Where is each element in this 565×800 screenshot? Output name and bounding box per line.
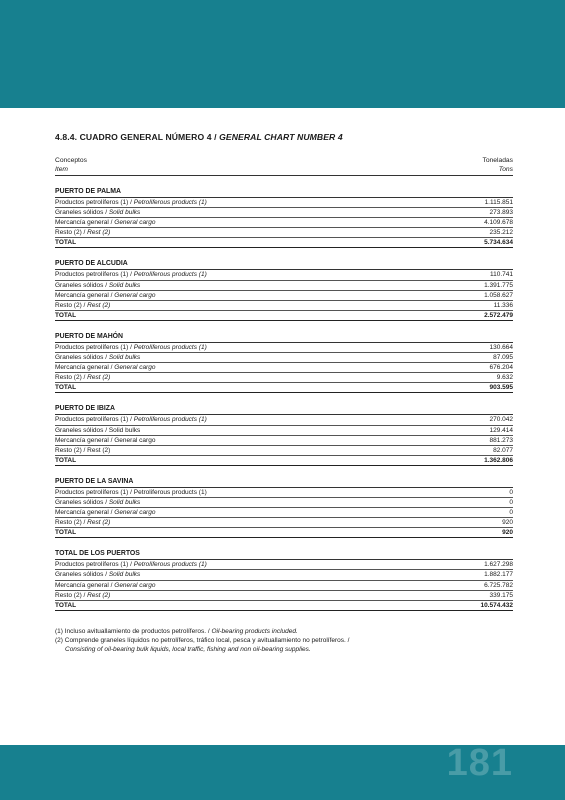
total-label: TOTAL (55, 311, 77, 319)
row-label-en: Rest (2) (87, 519, 111, 527)
table-row (55, 281, 513, 291)
table-row (55, 363, 513, 373)
section-title: PUERTO DE ALCUDIA (55, 259, 513, 270)
row-value: 11.336 (493, 301, 513, 309)
table-header (55, 156, 513, 176)
total-label: TOTAL (55, 239, 77, 247)
row-label-es: Graneles sólidos / (55, 209, 109, 217)
total-label: TOTAL (55, 456, 77, 464)
row-label-es: Productos petrolíferos (1) / (55, 416, 134, 424)
row-value: 1.627.298 (484, 561, 513, 569)
row-label-es: Graneles sólidos / (55, 281, 109, 289)
total-value: 5.734.634 (484, 239, 513, 247)
row-label-en: Solid bulks (108, 354, 141, 362)
footnote-1 (55, 627, 513, 636)
total-row (55, 238, 513, 248)
port-section (55, 477, 513, 538)
row-label-es: Mercancía general / (55, 509, 115, 517)
table-row (55, 415, 513, 425)
total-row (55, 528, 513, 538)
port-section (55, 404, 513, 465)
row-value: 9.632 (496, 374, 513, 382)
total-row (55, 456, 513, 466)
total-row (55, 383, 513, 393)
row-value: 1.391.775 (484, 281, 513, 289)
table-row (55, 436, 513, 446)
section-title: PUERTO DE IBIZA (55, 404, 513, 415)
row-label-es: Resto (2) / (55, 229, 88, 237)
row-label (55, 581, 155, 590)
table-row (55, 498, 513, 508)
row-label (55, 343, 207, 352)
title-es: 4.8.4. CUADRO GENERAL NÚMERO 4 / (55, 132, 220, 142)
row-value: 110.741 (489, 271, 513, 279)
row-label-es: Productos petrolíferos (1) / Petroliferous products (1) (55, 488, 207, 496)
port-section (55, 259, 513, 320)
col-tons-en: Tons (498, 166, 513, 173)
row-label-es: Mercancía general / (55, 364, 115, 372)
row-label-es: Graneles sólidos / Solid bulks (55, 426, 141, 434)
row-value: 920 (502, 519, 513, 527)
row-value: 1.115.851 (484, 199, 513, 206)
row-label-es: Graneles sólidos / (55, 571, 109, 579)
row-label-en: Rest (2) (87, 591, 111, 599)
title-en: GENERAL CHART NUMBER 4 (219, 132, 343, 142)
row-label-es: Productos petrolíferos (1) / (55, 561, 134, 569)
section-title: TOTAL DE LOS PUERTOS (55, 549, 513, 560)
row-label-en: Petroliferous products (1) (133, 199, 207, 206)
row-label (55, 353, 140, 362)
row-label-es: Mercancía general / (55, 219, 115, 227)
total-row (55, 311, 513, 321)
page-number: 181 (446, 742, 513, 784)
col-concept-en: Item (55, 166, 69, 173)
row-label (55, 291, 155, 300)
row-label-es: Resto (2) / (55, 591, 88, 599)
row-label-en: Rest (2) (87, 301, 111, 309)
table-row (55, 198, 513, 208)
row-label-en: Petroliferous products (1) (133, 271, 207, 279)
table-row (55, 218, 513, 228)
row-value: 87.095 (493, 354, 513, 362)
row-label-en: General cargo (114, 219, 156, 227)
row-label (55, 570, 140, 579)
row-label (55, 373, 110, 382)
row-value: 881.273 (489, 436, 513, 444)
footnote-2: (2) Comprende graneles líquidos no petrolíferos, tráfico local, pesca y avituallamiento no petrolíferos. / (55, 637, 350, 645)
row-label (55, 363, 155, 372)
row-value: 130.664 (489, 343, 513, 351)
col-tons-es: Toneladas (482, 157, 513, 164)
row-label-en: Petroliferous products (1) (133, 343, 207, 351)
port-sections (55, 187, 513, 611)
port-section (55, 187, 513, 248)
row-label (55, 415, 207, 424)
table-row (55, 581, 513, 591)
row-label-es: Mercancía general / General cargo (55, 436, 156, 444)
total-value: 10.574.432 (480, 601, 513, 609)
row-label-es: Productos petrolíferos (1) / (55, 199, 134, 206)
table-row (55, 508, 513, 518)
row-label (55, 208, 140, 217)
row-label-en: General cargo (114, 581, 156, 589)
row-label (55, 436, 155, 445)
row-label (55, 301, 110, 310)
row-value: 4.109.678 (484, 219, 513, 227)
row-label (55, 591, 110, 600)
row-label-en: General cargo (114, 509, 156, 517)
row-label (55, 281, 140, 290)
row-label-es: Resto (2) / (55, 519, 88, 527)
row-value: 273.893 (489, 209, 513, 217)
row-label (55, 488, 207, 497)
row-value: 0 (509, 498, 513, 506)
col-concept-es: Conceptos (55, 157, 87, 164)
footnotes (55, 627, 513, 655)
row-label-es: Productos petrolíferos (1) / (55, 343, 134, 351)
row-label-es: Graneles sólidos / (55, 354, 109, 362)
total-label: TOTAL (55, 384, 77, 392)
table-row (55, 591, 513, 601)
row-label (55, 446, 110, 455)
table-row (55, 446, 513, 456)
footnote-2-en: Consisting of oil-bearing bulk liquids, local traffic, fishing and non oil-bearing supplies. (65, 646, 311, 654)
row-label (55, 498, 140, 507)
row-label-es: Mercancía general / (55, 581, 115, 589)
section-title: PUERTO DE PALMA (55, 187, 513, 198)
table-row (55, 208, 513, 218)
table-row (55, 518, 513, 528)
total-label: TOTAL (55, 529, 77, 537)
row-label-en: General cargo (114, 291, 156, 299)
row-label-es: Resto (2) / Rest (2) (55, 446, 111, 454)
row-value: 676.204 (489, 364, 513, 372)
row-label (55, 508, 155, 517)
row-value: 6.725.782 (484, 581, 513, 589)
row-label-es: Productos petrolíferos (1) / (55, 271, 134, 279)
table-row (55, 301, 513, 311)
table-row (55, 353, 513, 363)
row-label-en: Rest (2) (87, 229, 111, 237)
row-value: 339.175 (489, 591, 513, 599)
total-row (55, 601, 513, 611)
section-title: PUERTO DE LA SAVINA (55, 477, 513, 488)
table-row (55, 373, 513, 383)
row-value: 0 (509, 509, 513, 517)
row-label-en: General cargo (114, 364, 156, 372)
header-row-en (55, 165, 513, 176)
row-label-en: Solid bulks (108, 571, 141, 579)
row-label (55, 560, 207, 569)
row-label (55, 270, 207, 279)
row-label-en: Solid bulks (108, 281, 141, 289)
table-row (55, 270, 513, 280)
row-label-en: Solid bulks (108, 498, 141, 506)
total-value: 2.572.479 (484, 311, 513, 319)
port-section (55, 549, 513, 610)
table-row (55, 291, 513, 301)
row-label-es: Mercancía general / (55, 291, 115, 299)
row-label (55, 228, 110, 237)
row-label-es: Graneles sólidos / (55, 498, 109, 506)
row-value: 0 (509, 488, 513, 496)
row-value: 1.882.177 (484, 571, 513, 579)
document-body (55, 132, 513, 654)
row-label-es: Resto (2) / (55, 374, 88, 382)
row-label (55, 218, 155, 227)
row-label (55, 426, 140, 435)
table-row (55, 228, 513, 238)
header-row-es (55, 156, 513, 165)
table-row (55, 560, 513, 570)
row-label-en: Rest (2) (87, 374, 111, 382)
total-value: 920 (502, 529, 513, 537)
row-label-en: Solid bulks (108, 209, 141, 217)
row-value: 129.414 (489, 426, 513, 434)
row-label-en: Petroliferous products (1) (133, 416, 207, 424)
total-label: TOTAL (55, 601, 77, 609)
row-label-en: Petroliferous products (1) (133, 561, 207, 569)
footnote-1-es: (1) Incluso avituallamiento de productos petrolíferos. / (55, 627, 212, 635)
row-value: 235.212 (489, 229, 513, 237)
table-row (55, 488, 513, 498)
total-value: 1.362.806 (484, 456, 513, 464)
table-row (55, 570, 513, 580)
row-value: 82.077 (493, 446, 513, 454)
footnote-1-en: Oil-bearing products included. (211, 627, 298, 635)
section-title: PUERTO DE MAHÓN (55, 332, 513, 343)
total-value: 903.595 (489, 384, 513, 392)
row-label (55, 518, 110, 527)
table-row (55, 343, 513, 353)
header-band (0, 0, 565, 108)
page-title (55, 132, 513, 142)
row-label-es: Resto (2) / (55, 301, 88, 309)
row-label (55, 198, 207, 207)
table-row (55, 426, 513, 436)
row-value: 1.058.627 (484, 291, 513, 299)
row-value: 270.042 (489, 416, 513, 424)
port-section (55, 332, 513, 393)
